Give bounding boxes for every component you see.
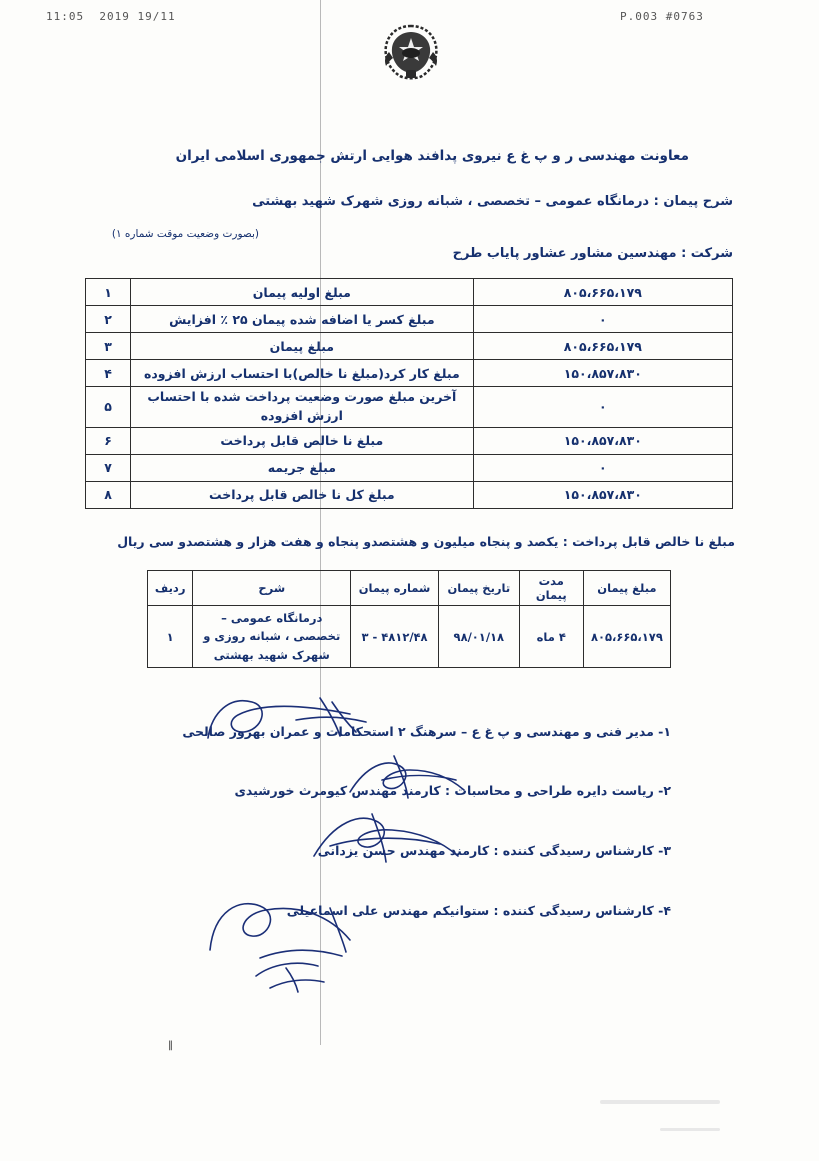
amounts-table — [85, 278, 733, 509]
fax-timestamp: 19/11 2019 11:05 — [46, 10, 176, 23]
row-description: مبلغ کار کرد(مبلغ نا خالص)با احتساب ارزش افزوده — [131, 360, 474, 387]
signatory-line-2: ۲- ریاست دایره طراحی و محاسبات : کارمند مهندس کیومرث خورشیدی — [234, 783, 671, 798]
row-description: مبلغ پیمان — [131, 333, 474, 360]
header-description: شرح — [193, 571, 351, 606]
handwritten-signature-3 — [300, 812, 470, 870]
row-amount: ۸۰۵،۶۶۵،۱۷۹ — [473, 279, 732, 306]
cell-description: درمانگاه عمومی – تخصصی ، شبانه روزی و شهرک شهید بهشتی — [193, 606, 351, 668]
handwritten-signature-1 — [200, 690, 390, 750]
row-amount: ۱۵۰،۸۵۷،۸۳۰ — [473, 360, 732, 387]
table-row — [86, 481, 733, 508]
header-contract-duration: مدت پیمان — [519, 571, 583, 606]
table-row — [86, 279, 733, 306]
signatory-line-1: ۱- مدیر فنی و مهندسی و پ غ ع – سرهنگ ۲ استحکامات و عمران بهروز صالحی — [182, 724, 671, 739]
header-contract-number: شماره پیمان — [351, 571, 439, 606]
row-index: ۶ — [86, 427, 131, 454]
table-row — [86, 387, 733, 428]
cell-radif: ۱ — [148, 606, 193, 668]
row-amount: ۱۵۰،۸۵۷،۸۳۰ — [473, 427, 732, 454]
cell-contract-duration: ۴ ماه — [519, 606, 583, 668]
table-row — [148, 606, 671, 668]
header-contract-date: تاریخ پیمان — [438, 571, 519, 606]
row-index: ۱ — [86, 279, 131, 306]
signatory-line-3: ۳- کارشناس رسیدگی کننده : کارمند مهندس حسن یزدانی — [317, 843, 671, 858]
cell-contract-amount: ۸۰۵،۶۶۵،۱۷۹ — [583, 606, 670, 668]
row-amount: ۰ — [473, 306, 732, 333]
handwritten-signature-2 — [330, 752, 480, 806]
row-index: ۷ — [86, 454, 131, 481]
row-description: مبلغ اولیه پیمان — [131, 279, 474, 306]
bottom-scan-mark: ‖ — [168, 1040, 173, 1051]
statement-note: (بصورت وضعیت موقت شماره ۱) — [111, 228, 259, 240]
row-amount: ۰ — [473, 387, 732, 428]
table-header-row — [148, 571, 671, 606]
cell-contract-date: ۹۸/۰۱/۱۸ — [438, 606, 519, 668]
table-row — [86, 306, 733, 333]
page-title: معاونت مهندسی ر و پ غ ع نیروی پدافند هوایی ارتش جمهوری اسلامی ایران — [175, 148, 689, 164]
row-index: ۵ — [86, 387, 131, 428]
row-amount: ۰ — [473, 454, 732, 481]
table-row — [86, 360, 733, 387]
fax-page-id: #0763 P.003 — [620, 10, 704, 23]
row-description: مبلغ جریمه — [131, 454, 474, 481]
handwritten-signature-4 — [200, 880, 390, 1000]
table-row — [86, 333, 733, 360]
row-index: ۲ — [86, 306, 131, 333]
row-description: مبلغ کل نا خالص قابل پرداخت — [131, 481, 474, 508]
contract-summary-table — [147, 570, 671, 668]
row-amount: ۸۰۵،۶۶۵،۱۷۹ — [473, 333, 732, 360]
row-description: آخرین مبلغ صورت وضعیت پرداخت شده با احتساب ارزش افزوده — [131, 387, 474, 428]
scan-artifact — [600, 1100, 720, 1104]
table-row — [86, 427, 733, 454]
consultant-company: شرکت : مهندسین مشاور عشاور پایاب طرح — [452, 246, 733, 261]
scan-artifact — [660, 1128, 720, 1131]
military-emblem-icon — [376, 22, 446, 84]
row-index: ۸ — [86, 481, 131, 508]
table-row — [86, 454, 733, 481]
amount-in-words: مبلغ نا خالص قابل پرداخت : یکصد و پنجاه میلیون و هشتصدو پنجاه و هفت هزار و هشتصدو سی ریال — [117, 534, 735, 549]
header-contract-amount: مبلغ پیمان — [583, 571, 670, 606]
row-amount: ۱۵۰،۸۵۷،۸۳۰ — [473, 481, 732, 508]
row-index: ۴ — [86, 360, 131, 387]
header-radif: ردیف — [148, 571, 193, 606]
cell-contract-number: ۴۸۱۲/۴۸ - ۳ — [351, 606, 439, 668]
row-description: مبلغ کسر یا اضافه شده پیمان ۲۵ ٪ افزایش — [131, 306, 474, 333]
row-description: مبلغ نا خالص قابل پرداخت — [131, 427, 474, 454]
contract-subject: شرح پیمان : درمانگاه عمومی – تخصصی ، شبانه روزی شهرک شهید بهشتی — [252, 194, 733, 209]
row-index: ۳ — [86, 333, 131, 360]
signatory-line-4: ۴- کارشناس رسیدگی کننده : ستوانیکم مهندس علی اسماعیلی — [286, 903, 671, 918]
